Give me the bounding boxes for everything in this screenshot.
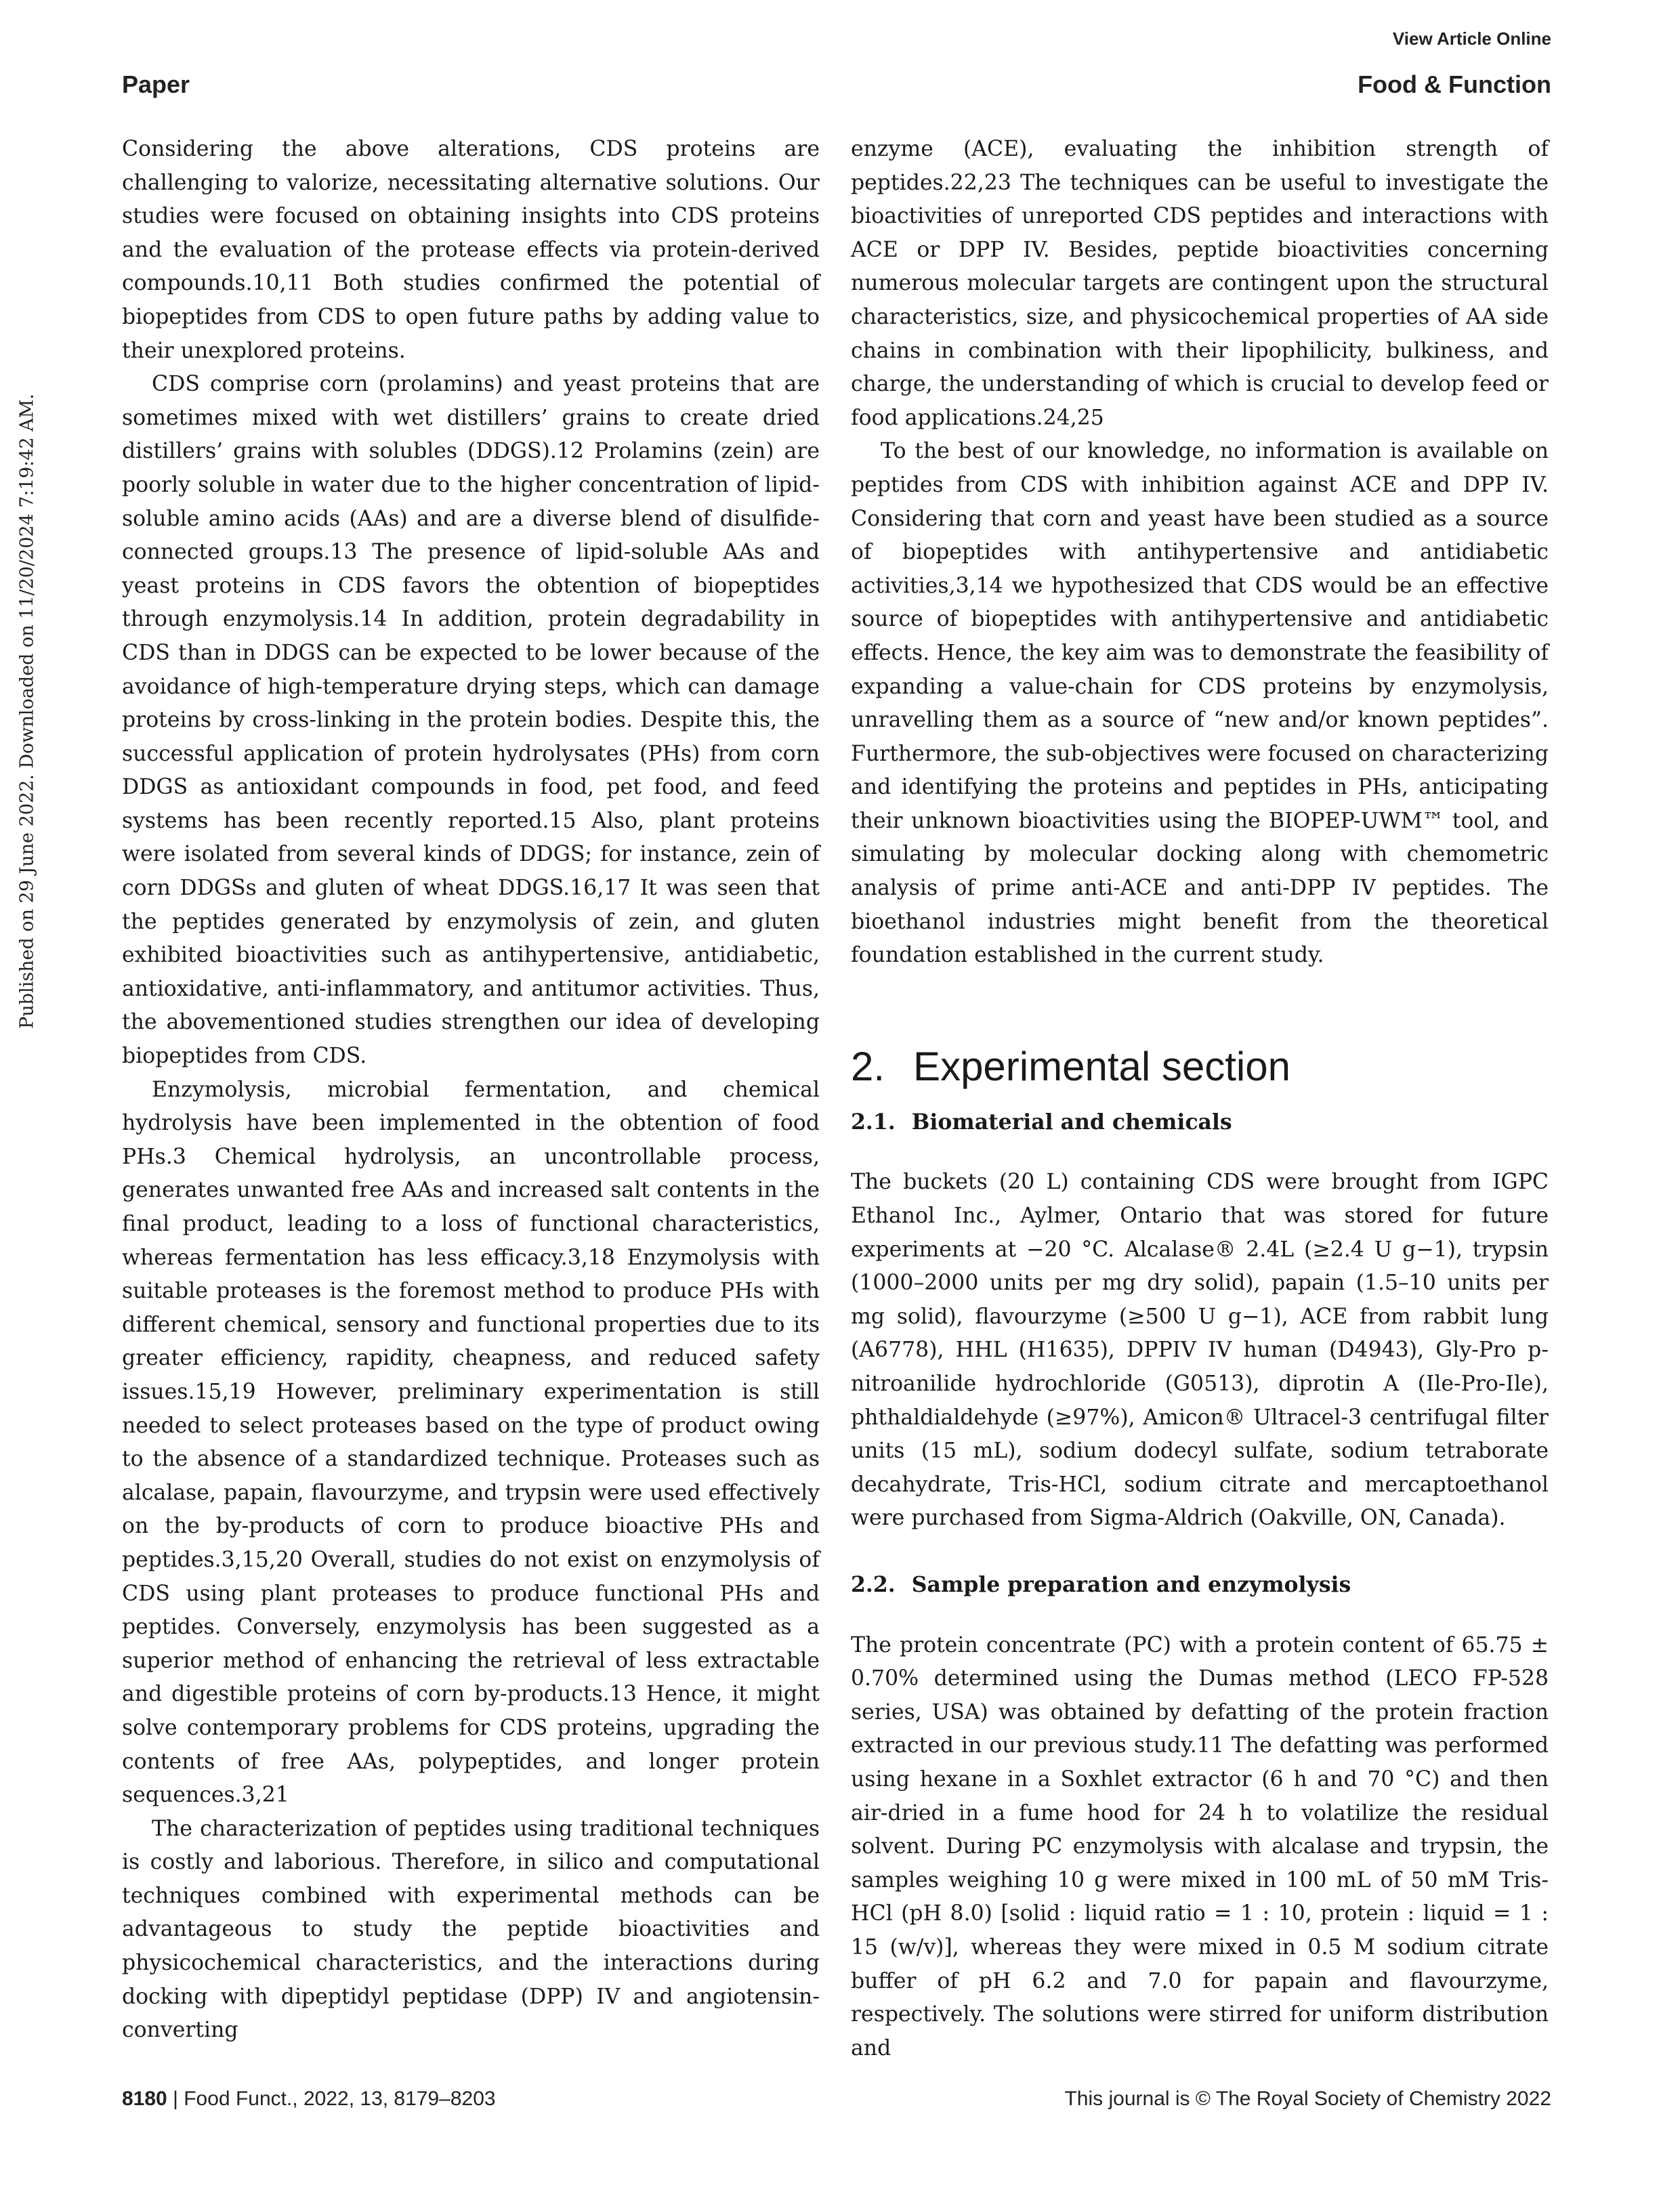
page-number: 8180 [122,2088,167,2110]
subsection-number: 2.2. [851,1571,896,1597]
section-number: 2. [851,1043,885,1089]
subsection-number: 2.1. [851,1109,896,1135]
section-title: Experimental section [913,1043,1290,1089]
publication-side-note-text: Published on 29 June 2022. Downloaded on 11/20/2024 7:19:42 AM. [16,394,38,1029]
body-paragraph: enzyme (ACE), evaluating the inhibition strength of peptides.22,23 The techniques can be useful to investigate the bioactivities of unreported CDS peptides and interactions with ACE or DPP IV. Besides, peptide bioactivities concerning numerous molecular targets are contingent upon the structural characteristics, size, and physicochemical properties of AA side chains in combination with their lipophilicity, bulkiness, and charge, the understanding of which is crucial to develop feed or food applications.24,25 [851,137,1549,430]
subsection-title: Biomaterial and chemicals [911,1109,1232,1135]
subsection-title: Sample preparation and enzymolysis [911,1571,1351,1597]
running-header-section: Paper [122,70,190,98]
running-header-journal: Food & Function [1358,70,1551,98]
subsection-heading [851,1105,1549,1139]
citation-text: Food Funct., 2022, 13, 8179–8203 [184,2088,496,2110]
body-paragraph: CDS comprise corn (prolamins) and yeast proteins that are sometimes mixed with wet distillers’ grains to create dried distillers’ grains with solubles (DDGS).12 Prolamins (zein) are poorly soluble in water due to the higher concentration of lipid-soluble amino acids (AAs) and are a diverse blend of disulfide-connected groups.13 The presence of lipid-soluble AAs and yeast proteins in CDS favors the obtention of biopeptides through enzymolysis.14 In addition, protein degradability in CDS than in DDGS can be expected to be lower because of the avoidance of high-temperature drying steps, which can damage proteins by cross-linking in the protein bodies. Despite this, the successful application of protein hydrolysates (PHs) from corn DDGS as antioxidant compounds in food, pet food, and feed systems has been recently reported.15 Also, plant proteins were isolated from several kinds of DDGS; for instance, zein of corn DDGSs and gluten of wheat DDGS.16,17 It was seen that the peptides generated by enzymolysis of zein, and gluten exhibited bioactivities such as antihypertensive, antidiabetic, antioxidative, anti-inflammatory, and antitumor activities. Thus, the abovementioned studies strengthen our idea of developing biopeptides from CDS. [122,372,820,1069]
body-paragraph: The characterization of peptides using traditional techniques is costly and laborious. Therefore, in silico and computational techniques combined with experimental methods can be advantageous to study the peptide bioactivities and physicochemical characteristics, and the interactions during docking with dipeptidyl peptidase (DPP) IV and angiotensin-converting [122,1816,820,2043]
footer-copyright: This journal is © The Royal Society of Chemistry 2022 [1064,2088,1551,2110]
footer-citation [122,2088,496,2111]
body-paragraph: The protein concentrate (PC) with a protein content of 65.75 ± 0.70% determined using the Dumas method (LECO FP-528 series, USA) was obtained by defatting of the protein fraction extracted in our previous study.11 The defatting was performed using hexane in a Soxhlet extractor (6 h and 70 °C) and then air-dried in a fume hood for 24 h to volatilize the residual solvent. During PC enzymolysis with alcalase and trypsin, the samples weighing 10 g were mixed in 100 mL of 50 mM Tris-HCl (pH 8.0) [solid : liquid ratio = 1 : 10, protein : liquid = 1 : 15 (w/v)], whereas they were mixed in 0.5 M sodium citrate buffer of pH 6.2 and 7.0 for papain and flavourzyme, respectively. The solutions were stirred for uniform distribution and [851,1632,1549,2060]
footer-separator: | [173,2088,178,2110]
view-article-online-link[interactable]: View Article Online [1392,28,1551,49]
body-paragraph: Considering the above alterations, CDS proteins are challenging to valorize, necessitating alternative solutions. Our studies were focused on obtaining insights into CDS proteins and the evaluation of the protease effects via protein-derived compounds.10,11 Both studies confirmed the potential of biopeptides from CDS to open future paths by adding value to their unexplored proteins. [122,137,820,363]
body-paragraph: To the best of our knowledge, no information is available on peptides from CDS with inhibition against ACE and DPP IV. Considering that corn and yeast have been studied as a source of biopeptides with antihypertensive and antidiabetic activities,3,14 we hypothesized that CDS would be an effective source of biopeptides with antihypertensive and antidiabetic effects. Hence, the key aim was to demonstrate the feasibility of expanding a value-chain for CDS proteins by enzymolysis, unravelling them as a source of “new and/or known peptides”. Furthermore, the sub-objectives were focused on characterizing and identifying the proteins and peptides in PHs, anticipating their unknown bioactivities using the BIOPEP-UWM™ tool, and simulating by molecular docking along with chemometric analysis of prime anti-ACE and anti-DPP IV peptides. The bioethanol industries might benefit from the theoretical foundation established in the current study. [851,439,1549,968]
section-heading [851,1043,1549,1091]
body-paragraph: Enzymolysis, microbial fermentation, and chemical hydrolysis have been implemented in the obtention of food PHs.3 Chemical hydrolysis, an uncontrollable process, generates unwanted free AAs and increased salt contents in the final product, leading to a loss of functional characteristics, whereas fermentation has less efficacy.3,18 Enzymolysis with suitable proteases is the foremost method to produce PHs with different chemical, sensory and functional properties due to its greater efficiency, rapidity, cheapness, and reduced safety issues.15,19 However, preliminary experimentation is still needed to select proteases based on the type of product owing to the absence of a standardized technique. Proteases such as alcalase, papain, flavourzyme, and trypsin were used effectively on the by-products of corn to produce bioactive PHs and peptides.3,15,20 Overall, studies do not exist on enzymolysis of CDS using plant proteases to produce functional PHs and peptides. Conversely, enzymolysis has been suggested as a superior method of enhancing the retrieval of less extractable and digestible proteins of corn by-products.13 Hence, it might solve contemporary problems for CDS proteins, upgrading the contents of free AAs, polypeptides, and longer protein sequences.3,21 [122,1077,820,1808]
subsection-heading [851,1568,1549,1602]
body-paragraph: The buckets (20 L) containing CDS were brought from IGPC Ethanol Inc., Aylmer, Ontario that was stored for future experiments at −20 °C. Alcalase® 2.4L (≥2.4 U g−1), trypsin (1000–2000 units per mg dry solid), papain (1.5–10 units per mg solid), flavourzyme (≥500 U g−1), ACE from rabbit lung (A6778), HHL (H1635), DPPIV IV human (D4943), Gly-Pro p-nitroanilide hydrochloride (G0513), diprotin A (Ile-Pro-Ile), phthaldialdehyde (≥97%), Amicon® Ultracel-3 centrifugal filter units (15 mL), sodium dodecyl sulfate, sodium tetraborate decahydrate, Tris-HCl, sodium citrate and mercaptoethanol were purchased from Sigma-Aldrich (Oakville, ON, Canada). [851,1170,1549,1531]
left-column [122,133,820,2048]
publication-side-note [7,108,47,1314]
right-column [851,133,1549,2065]
